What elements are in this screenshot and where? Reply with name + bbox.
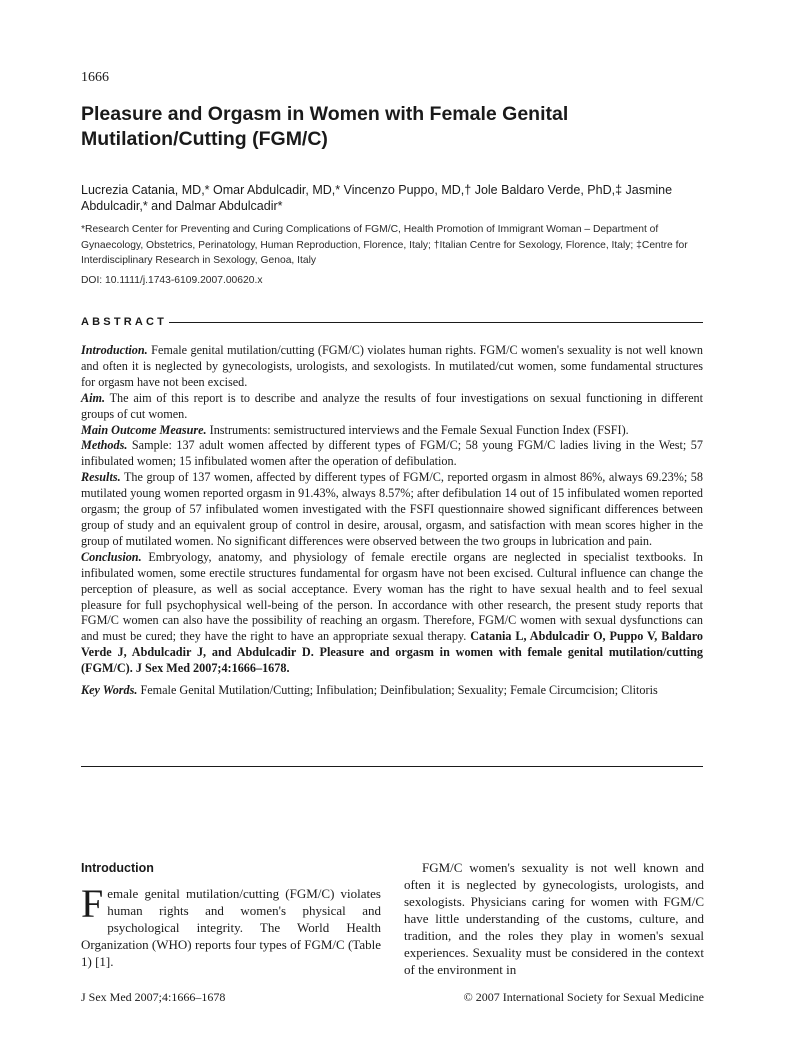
abstract-body <box>81 343 703 699</box>
body-column-right <box>404 859 704 978</box>
introduction-heading: Introduction <box>81 861 154 875</box>
abstract-header <box>81 314 703 330</box>
abstract-outcome <box>81 423 703 439</box>
sexuality-paragraph: FGM/C women's sexuality is not well known and often it is neglected by gynecologists, urologists, and sexologists. Physicians caring for women with FGM/C have little understanding of the customs, culture, and tradition, and the roles they play in women's sexual experiences. Sexuality must be considered in the context of the environment in <box>404 860 704 977</box>
body-column-left <box>81 881 381 970</box>
drop-cap: F <box>81 881 104 926</box>
abstract-keywords <box>81 683 703 699</box>
results-text: The group of 137 women, affected by different types of FGM/C, reported orgasm in almost 86%, always 69.23%; 58 mutilated young women reported orgasm in 91.43%, always 8.57%; after defibulation 14 out of 15 infibulated women reported orgasm; the group of 57 infibulated women investigated with the FSFI questionnaire showed significant differences between group of study and an equivalent group of control in desire, arousal, orgasm, and satisfaction with mean scores higher in the group of mutilated women. No significant differences were observed between the two groups in lubrication and pain. <box>81 470 703 548</box>
page-number: 1666 <box>81 70 109 85</box>
abstract-conclusion <box>81 550 703 677</box>
citation-text: Catania L, Abdulcadir O, Puppo V, Baldaro Verde J, Abdulcadir J, and Abdulcadir D. Pleasure and orgasm in women with female genital mutilation/cutting (FGM/C). J Sex Med 2007;4:1666–1678. <box>81 629 703 676</box>
abstract-introduction <box>81 343 703 391</box>
intro-text: emale genital mutilation/cutting (FGM/C) violates human rights and women's physical and psychological integrity. The World Health Organization (WHO) reports four types of FGM/C (Table 1) [1]. <box>81 886 381 969</box>
copyright-footer: © 2007 International Society for Sexual Medicine <box>463 990 704 1004</box>
outcome-label: Main Outcome Measure. <box>81 422 207 437</box>
introduction-label: Introduction. <box>81 343 148 357</box>
conclusion-text: Embryology, anatomy, and physiology of female erectile organs are neglected in specialist textbooks. In infibulated women, some erectile structures fundamental for orgasm have not been excised. Cultural influence can change the perception of pleasure, as well as social acceptance. Every woman has the right to have sexual health and to feel sexual pleasure for full psychophysical well-being of the person. In accordance with other research, the present study reports that FGM/C women can also have the possibility of reaching an orgasm. Therefore, FGM/C women with sexual dysfunctions can and must be cured; they have the right to have an appropriate sexual therapy. <box>81 549 703 644</box>
abstract-rule <box>169 322 703 323</box>
methods-label: Methods. <box>81 438 128 453</box>
abstract-results <box>81 470 703 550</box>
aim-label: Aim. <box>81 390 106 405</box>
abstract-methods <box>81 438 703 470</box>
keywords-label: Key Words. <box>81 683 138 698</box>
keywords-text: Female Genital Mutilation/Cutting; Infibulation; Deinfibulation; Sexuality; Female Circumcision; Clitoris <box>137 683 658 698</box>
author-affiliations: *Research Center for Preventing and Curing Complications of FGM/C, Health Promotion of Immigrant Woman – Department of Gynaecology, Obstetrics, Perinatology, Human Reproduction, Florence, Italy; †Italian Centre for Sexology, Florence, Italy; ‡Centre for Interdisciplinary Research in Sexology, Genoa, Italy <box>81 224 688 266</box>
introduction-text: Female genital mutilation/cutting (FGM/C) violates human rights. FGM/C women's sexuality is not well known and often it is neglected by gynecologists, urologists, and sexologists. In mutilated/cut women, some fundamental structures for orgasm have not been excised. <box>81 343 703 389</box>
outcome-text: Instruments: semistructured interviews and the Female Sexual Function Index (FSFI). <box>206 422 629 437</box>
journal-citation-footer: J Sex Med 2007;4:1666–1678 <box>81 990 226 1004</box>
abstract-heading: ABSTRACT <box>81 316 168 328</box>
section-divider <box>81 766 703 767</box>
abstract-aim <box>81 391 703 423</box>
article-title: Pleasure and Orgasm in Women with Female Genital Mutilation/Cutting (FGM/C) <box>81 103 569 150</box>
intro-paragraph <box>81 881 381 970</box>
aim-text: The aim of this report is to describe and analyze the results of four investigations on sexual functioning in different groups of cut women. <box>81 390 703 421</box>
methods-text: Sample: 137 adult women affected by different types of FGM/C; 58 young FGM/C ladies living in the West; 57 infibulated women; 15 infibulated women after the operation of defibulation. <box>81 438 703 469</box>
doi-link[interactable]: DOI: 10.1111/j.1743-6109.2007.00620.x <box>81 275 263 286</box>
results-label: Results. <box>81 470 121 485</box>
author-list: Lucrezia Catania, MD,* Omar Abdulcadir, MD,* Vincenzo Puppo, MD,† Jole Baldaro Verde, PhD,‡ Jasmine Abdulcadir,* and Dalmar Abdulcadir* <box>81 183 673 213</box>
conclusion-label: Conclusion. <box>81 549 142 564</box>
